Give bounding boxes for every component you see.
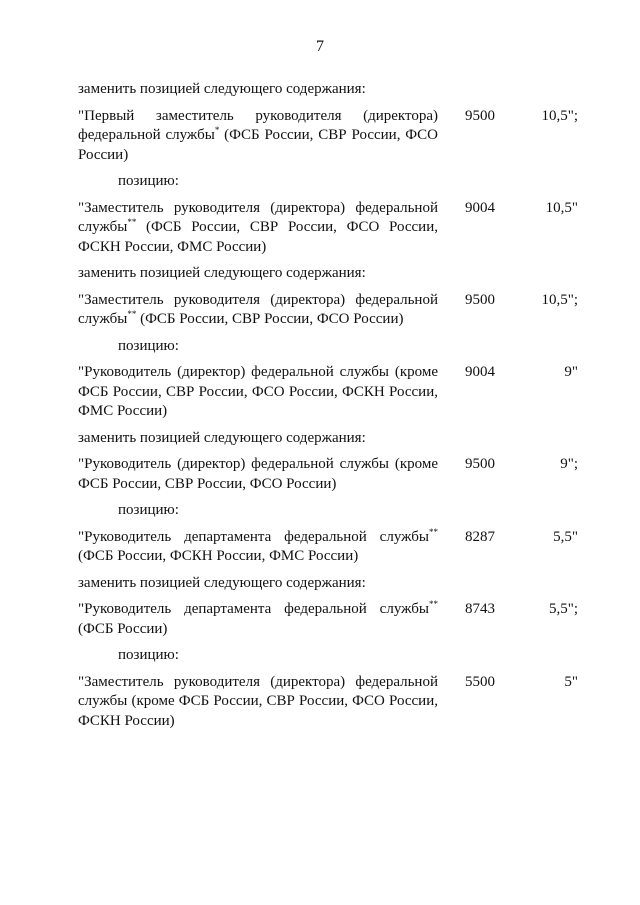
position-entry bbox=[78, 199, 578, 258]
footnote-mark: ** bbox=[429, 526, 438, 537]
position-title: "Заместитель руководителя (директора) федеральной службы** (ФСБ России, СВР России, ФСО России) bbox=[78, 291, 438, 327]
position-entry bbox=[78, 673, 578, 732]
footnote-mark: ** bbox=[429, 599, 438, 609]
position-entry bbox=[78, 600, 578, 639]
rate-value: 9"; bbox=[560, 456, 578, 472]
instruction-replace: заменить позицией следующего содержания: bbox=[78, 574, 366, 591]
rate-value: 5" bbox=[564, 673, 578, 690]
salary-amount: 8743 bbox=[465, 601, 495, 617]
rate-value: 9" bbox=[564, 364, 578, 380]
instruction-position: позицию: bbox=[118, 337, 179, 354]
rate-value: 10,5"; bbox=[541, 107, 578, 124]
instruction-position: позицию: bbox=[118, 173, 179, 189]
footnote-mark: ** bbox=[127, 309, 137, 319]
instruction-position: позицию: bbox=[118, 502, 179, 518]
rate-value: 5,5" bbox=[553, 528, 578, 545]
footnote-mark: * bbox=[214, 125, 220, 135]
position-entry bbox=[78, 363, 578, 422]
rate-value: 10,5"; bbox=[541, 291, 578, 308]
position-title: "Заместитель руководителя (директора) федеральной службы (кроме ФСБ России, СВР России, ФСО России, ФСКН России) bbox=[78, 673, 438, 729]
salary-amount: 9500 bbox=[465, 291, 495, 308]
page-number: 7 bbox=[316, 38, 324, 55]
position-title: "Руководитель (директор) федеральной службы (кроме ФСБ России, СВР России, ФСО России, ФСКН России, ФМС России) bbox=[78, 364, 438, 419]
instruction-replace: заменить позицией следующего содержания: bbox=[78, 81, 366, 97]
salary-amount: 9004 bbox=[465, 199, 495, 216]
position-title: "Руководитель департамента федеральной службы** (ФСБ России, ФСКН России, ФМС России) bbox=[78, 526, 438, 564]
document-body bbox=[78, 80, 578, 738]
salary-amount: 9004 bbox=[465, 364, 495, 380]
rate-value: 10,5" bbox=[545, 199, 578, 216]
salary-amount: 5500 bbox=[465, 673, 495, 690]
position-title: "Руководитель (директор) федеральной службы (кроме ФСБ России, СВР России, ФСО России) bbox=[78, 456, 438, 492]
salary-amount: 9500 bbox=[465, 456, 495, 472]
instruction-replace: заменить позицией следующего содержания: bbox=[78, 265, 366, 281]
position-entry bbox=[78, 455, 578, 494]
position-entry bbox=[78, 528, 578, 567]
position-title: "Первый заместитель руководителя (директора) федеральной службы* (ФСБ России, СВР России, ФСО России) bbox=[78, 107, 438, 163]
salary-amount: 8287 bbox=[465, 528, 495, 545]
footnote-mark: ** bbox=[127, 217, 137, 227]
position-title: "Руководитель департамента федеральной службы** (ФСБ России) bbox=[78, 599, 438, 637]
instruction-position: позицию: bbox=[118, 647, 179, 663]
position-title: "Заместитель руководителя (директора) федеральной службы** (ФСБ России, СВР России, ФСО России, ФСКН России, ФМС России) bbox=[78, 199, 438, 255]
salary-amount: 9500 bbox=[465, 107, 495, 124]
position-entry bbox=[78, 107, 578, 166]
instruction-replace: заменить позицией следующего содержания: bbox=[78, 429, 366, 446]
position-entry bbox=[78, 291, 578, 330]
rate-value: 5,5"; bbox=[548, 601, 578, 617]
